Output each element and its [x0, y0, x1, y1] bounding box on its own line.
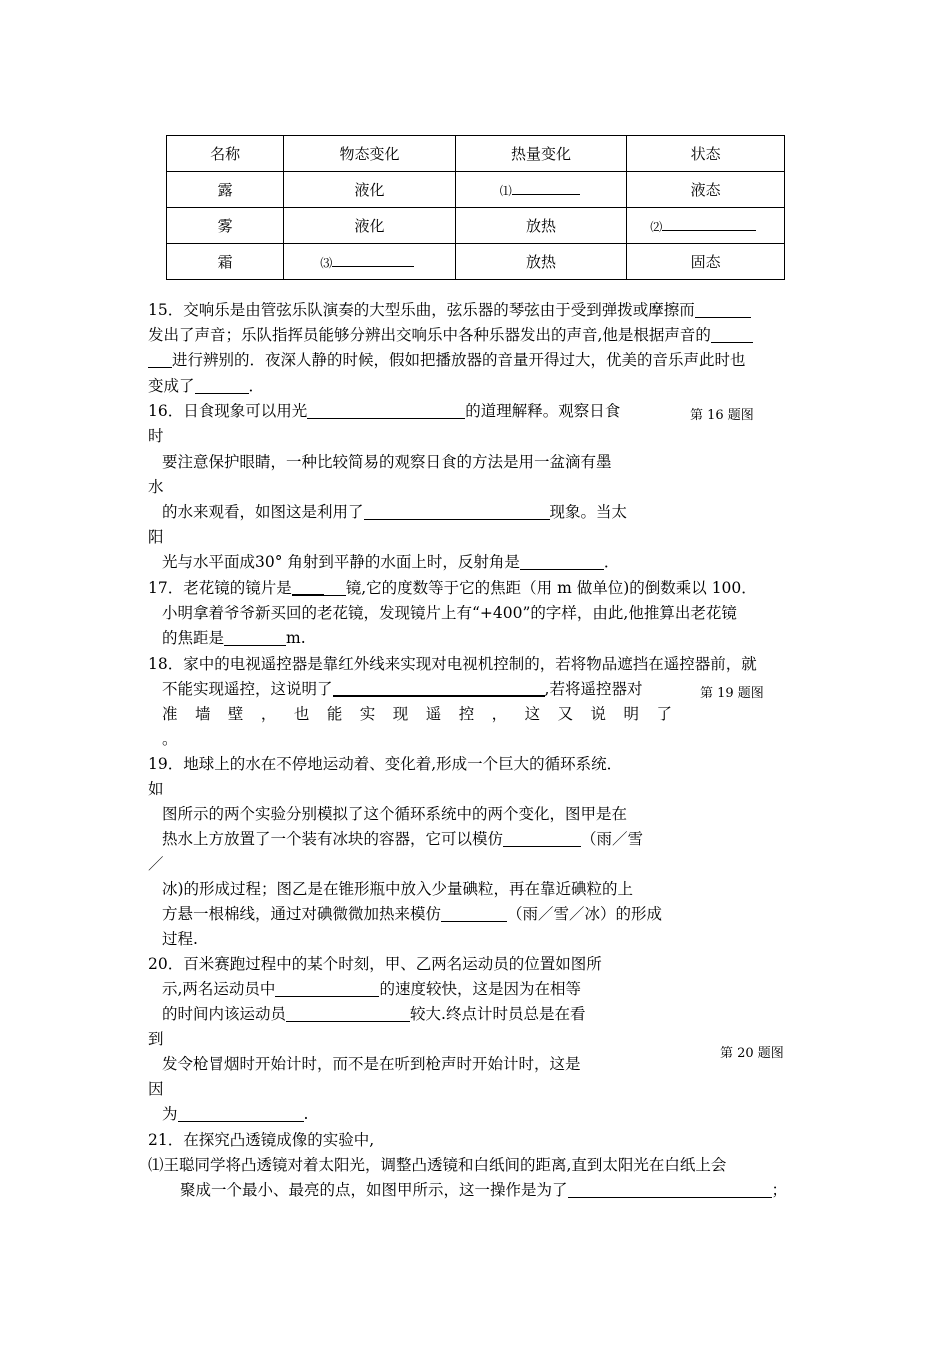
table-header-row	[167, 136, 785, 172]
answer-blank[interactable]	[364, 504, 550, 520]
question-15-line	[148, 350, 746, 370]
question-text: 为	[162, 1105, 178, 1123]
question-text: 的时间内该运动员	[162, 1005, 287, 1023]
question-15-line	[148, 325, 753, 345]
question-text: 热水上方放置了一个装有冰块的容器，它可以模仿	[162, 830, 504, 848]
question-text: 时	[148, 427, 164, 445]
question-16-line	[162, 552, 619, 572]
table-cell: 雾	[167, 208, 284, 244]
blank-number: ⑶	[320, 256, 333, 270]
question-21-line	[180, 1180, 787, 1200]
table-cell: 放热	[455, 244, 627, 280]
question-19-line	[162, 904, 662, 924]
question-text: 冰)的形成过程；图乙是在锥形瓶中放入少量碘粒，再在靠近碘粒的上	[162, 880, 634, 898]
table-row	[167, 172, 785, 208]
question-text: 18．家中的电视遥控器是靠红外线来实现对电视机控制的，若将物品遮挡在遥控器前，就	[148, 655, 757, 673]
question-text: 变成了	[148, 377, 195, 395]
answer-blank[interactable]	[695, 302, 751, 318]
question-text: 到	[148, 1030, 164, 1048]
question-text: 如	[148, 780, 164, 798]
question-20-line	[162, 1104, 308, 1124]
question-text: 17．老花镜的镜片是	[148, 579, 292, 597]
question-text: 光与水平面成30° 角射到平静的水面上时，反射角是	[162, 553, 520, 571]
figure-16-caption: 第 16 题图	[690, 408, 754, 423]
blank-number: ⑴	[499, 184, 512, 198]
question-text: 的速度较快，这是因为在相等	[379, 980, 581, 998]
table-cell: 霜	[167, 244, 284, 280]
question-text: 发出了声音；乐队指挥员能够分辨出交响乐中各种乐器发出的声音,他是根据声音的	[148, 326, 711, 344]
question-text: 19．地球上的水在不停地运动着、变化着,形成一个巨大的循环系统．	[148, 755, 623, 773]
table-row	[167, 244, 785, 280]
question-text: ⑴王聪同学将凸透镜对着太阳光，调整凸透镜和白纸间的距离,直到太阳光在白纸上会	[148, 1156, 727, 1174]
question-text: 聚成一个最小、最亮的点，如图甲所示，这一操作是为了	[180, 1181, 568, 1199]
table-cell-blank	[455, 172, 627, 208]
answer-blank[interactable]	[324, 580, 346, 596]
question-text: 不能实现遥控，这说明了	[162, 680, 333, 698]
question-text: 20．百米赛跑过程中的某个时刻，甲、乙两名运动员的位置如图所	[148, 955, 602, 973]
question-text: （雨／雪	[581, 830, 644, 848]
question-text: 阳	[148, 528, 164, 546]
question-text: 要注意保护眼睛，一种比较简易的观察日食的方法是用一盆滴有墨	[162, 453, 612, 471]
question-15-line	[148, 300, 751, 320]
question-text: 。	[162, 730, 178, 748]
table-row	[167, 208, 785, 244]
question-20-line	[162, 979, 581, 999]
question-17-line	[162, 628, 306, 648]
question-text: 21．在探究凸透镜成像的实验中,	[148, 1131, 375, 1149]
question-15-line	[148, 376, 264, 396]
table-cell: 固态	[627, 244, 785, 280]
question-16-line	[162, 502, 627, 522]
answer-blank[interactable]	[520, 554, 604, 570]
blank-number: ⑵	[650, 220, 663, 234]
table-header: 名称	[167, 136, 284, 172]
answer-blank[interactable]	[503, 831, 581, 847]
answer-blank[interactable]	[568, 1182, 772, 1198]
question-text: 的道理解释。观察日食	[465, 402, 621, 420]
figure-19-caption: 第 19 题图	[700, 686, 764, 701]
question-text: ／	[148, 855, 164, 873]
answer-blank[interactable]	[512, 180, 580, 195]
question-text: 镜,它的度数等于它的焦距（用 m 做单位)的倒数乘以 100．	[345, 579, 757, 597]
table-cell: 露	[167, 172, 284, 208]
answer-blank[interactable]	[224, 630, 286, 646]
table-cell: 放热	[455, 208, 627, 244]
answer-blank[interactable]	[195, 378, 249, 394]
question-text: ．	[603, 553, 620, 571]
question-text: ．	[248, 377, 265, 395]
question-text: 水	[148, 478, 164, 496]
table-header: 热量变化	[455, 136, 627, 172]
table-cell: 液态	[627, 172, 785, 208]
question-text: .	[303, 1105, 309, 1123]
question-text: m.	[286, 629, 306, 647]
answer-blank[interactable]	[275, 981, 379, 997]
question-text: （雨／雪／冰）的形成	[507, 905, 663, 923]
answer-blank[interactable]	[178, 1106, 304, 1122]
question-text: ；	[771, 1181, 788, 1199]
question-text: 过程.	[162, 930, 198, 948]
question-text: 16．日食现象可以用光	[148, 402, 308, 420]
answer-blank[interactable]	[711, 327, 753, 343]
question-text: 方悬一根棉线，通过对碘微微加热来模仿	[162, 905, 442, 923]
answer-blank[interactable]	[148, 352, 172, 368]
answer-blank[interactable]	[332, 252, 414, 267]
question-text: 小明拿着爷爷新买回的老花镜，发现镜片上有“+400”的字样，由此,他推算出老花镜	[162, 604, 737, 622]
question-18-line	[162, 704, 672, 724]
table-cell-blank	[627, 208, 785, 244]
table-cell: 液化	[284, 172, 456, 208]
question-text: 发令枪冒烟时开始计时，而不是在听到枪声时开始计时，这是	[162, 1055, 581, 1073]
question-text: 准墙壁，也能实现遥控，这又说明了	[162, 705, 672, 723]
question-text: 的焦距是	[162, 629, 225, 647]
question-text: 15．交响乐是由管弦乐队演奏的大型乐曲，弦乐器的琴弦由于受到弹拨或摩擦而	[148, 301, 695, 319]
question-text: 图所示的两个实验分别模拟了这个循环系统中的两个变化，图甲是在	[162, 805, 628, 823]
figure-20-caption: 第 20 题图	[720, 1046, 784, 1061]
answer-blank[interactable]	[292, 579, 324, 596]
question-text: 的水来观看，如图这是利用了	[162, 503, 364, 521]
table-header: 状态	[627, 136, 785, 172]
question-text: 较大.终点计时员总是在看	[410, 1005, 586, 1023]
question-17-line	[148, 578, 757, 598]
question-text: 现象。当太	[549, 503, 628, 521]
question-20-line	[162, 1004, 585, 1024]
answer-blank[interactable]	[662, 216, 756, 231]
answer-blank[interactable]	[441, 906, 507, 922]
question-text: 进行辨别的．夜深人静的时候，假如把播放器的音量开得过大，优美的音乐声此时也	[172, 351, 746, 369]
question-text: 示,两名运动员中	[162, 980, 276, 998]
answer-blank[interactable]	[307, 403, 465, 419]
table-cell-blank	[284, 244, 456, 280]
dew-fog-frost-table	[166, 135, 785, 280]
answer-blank[interactable]	[286, 1006, 410, 1022]
question-text: 因	[148, 1080, 164, 1098]
table-cell: 液化	[284, 208, 456, 244]
answer-blank[interactable]	[333, 680, 545, 697]
question-18-line	[162, 679, 642, 699]
table-header: 物态变化	[284, 136, 456, 172]
question-text: ,若将遥控器对	[544, 680, 643, 698]
question-19-line	[162, 829, 643, 849]
question-16-line	[148, 401, 620, 421]
